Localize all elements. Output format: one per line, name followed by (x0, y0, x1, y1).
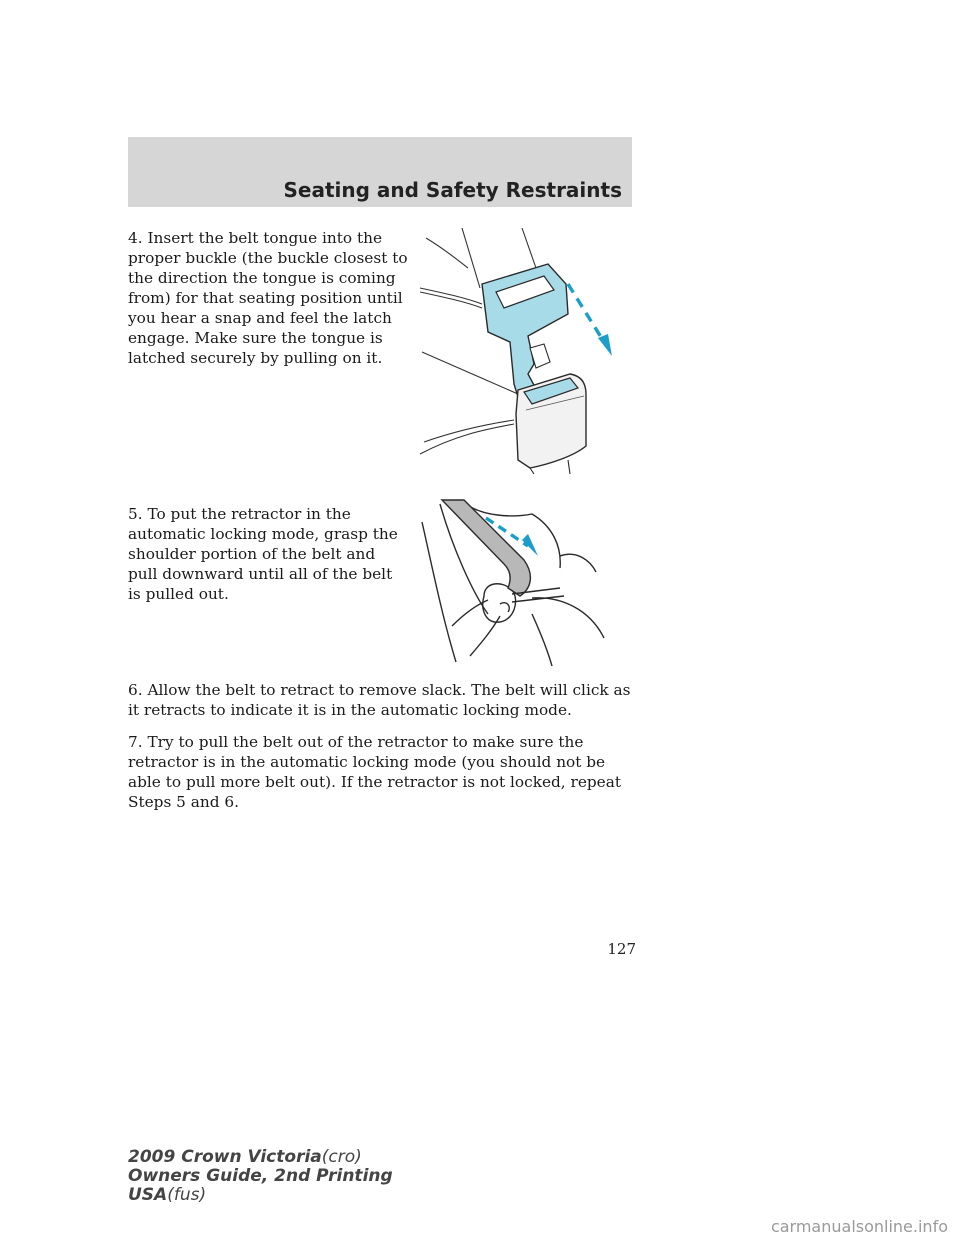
header-band (128, 137, 632, 207)
footer-model: 2009 Crown Victoria (128, 1147, 322, 1167)
step-7-text: 7. Try to pull the belt out of the retractor to make sure the retractor is in the automatic locking mode (you should not be able to pull more belt out). If the retractor is not locked, repeat Steps 5 and 6. (128, 733, 622, 811)
section-title: Seating and Safety Restraints (283, 178, 622, 202)
step-6-text: 6. Allow the belt to retract to remove slack. The belt will click as it retracts to indicate it is in the automatic locking mode. (128, 681, 631, 719)
footer-document-info (128, 1148, 393, 1205)
watermark: carmanualsonline.info (770, 1217, 948, 1236)
footer-line-2: Owners Guide, 2nd Printing (128, 1166, 393, 1186)
footer-market: USA (128, 1185, 168, 1205)
step-5-text: 5. To put the retractor in the automatic locking mode, grasp the shoulder portion of the belt and pull downward until all of the belt is pulled out. (128, 505, 398, 603)
footer-market-code: (fus) (167, 1185, 207, 1205)
shoulder-belt-illustration (412, 496, 612, 666)
footer-line-1 (128, 1148, 393, 1167)
buckle-illustration (418, 224, 618, 474)
step-4-text: 4. Insert the belt tongue into the proper buckle (the buckle closest to the direction the tongue is coming from) for that seating position until you hear a snap and feel the latch engage. Make sure the tongue is latched securely by pulling on it. (128, 229, 408, 367)
footer-model-code: (cro) (321, 1147, 362, 1167)
page-number: 127 (607, 940, 636, 958)
footer-line-3 (128, 1186, 393, 1205)
